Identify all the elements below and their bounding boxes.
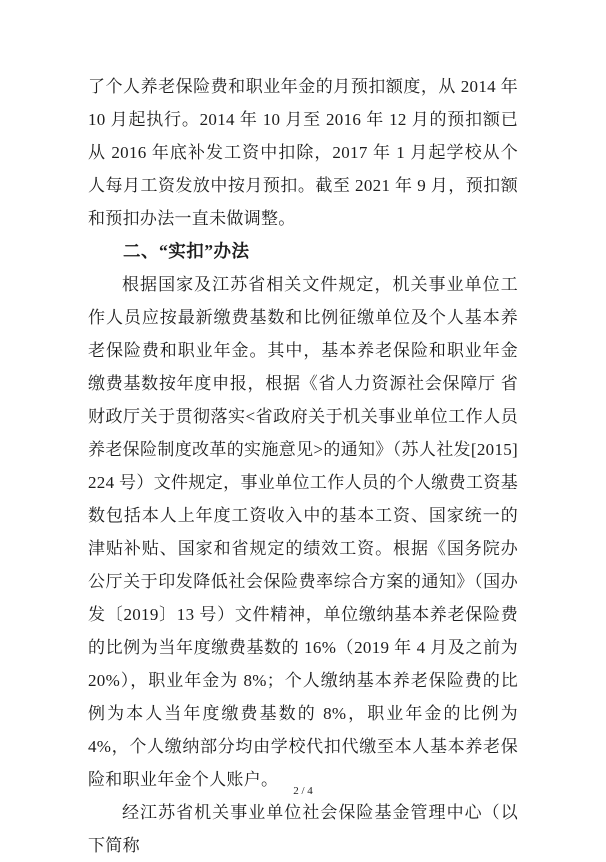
paragraph-continued: 了个人养老保险费和职业年金的月预扣额度，从 2014 年 10 月起执行。2014 年 10 月至 2016 年 12 月的预扣额已从 2016 年底补发工资中扣除，2017 年 1 月起学校从个人每月工资发放中按月预扣。截至 2021 年 9 月，预扣额和预扣办法一直未做调整。 <box>88 77 518 228</box>
paragraph-last: 经江苏省机关事业单位社会保险基金管理中心（以下简称 <box>88 803 518 855</box>
document-content <box>88 70 518 862</box>
paragraph-regulations: 根据国家及江苏省相关文件规定，机关事业单位工作人员应按最新缴费基数和比例征缴单位及个人基本养老保险费和职业年金。其中，基本养老保险和职业年金缴费基数按年度申报，根据《省人力资源社会保障厅 省财政厅关于贯彻落实<省政府关于机关事业单位工作人员养老保险制度改革的实施意见>的通知》（苏人社发[2015]224 号）文件规定，事业单位工作人员的个人缴费工资基数包括本人上年度工资收入中的基本工资、国家统一的津贴补贴、国家和省规定的绩效工资。根据《国务院办公厅关于印发降低社会保险费率综合方案的通知》（国办发〔2019〕13 号）文件精神，单位缴纳基本养老保险费的比例为当年度缴费基数的 16%（2019 年 4 月及之前为 20%），职业年金为 8%；个人缴纳基本养老保险费的比例为本人当年度缴费基数的 8%，职业年金的比例为 4%，个人缴纳部分均由学校代扣代缴至本人基本养老保险和职业年金个人账户。 <box>88 275 518 789</box>
page-number: 2 / 4 <box>293 785 313 797</box>
section-heading: 二、“实扣”办法 <box>123 241 250 261</box>
